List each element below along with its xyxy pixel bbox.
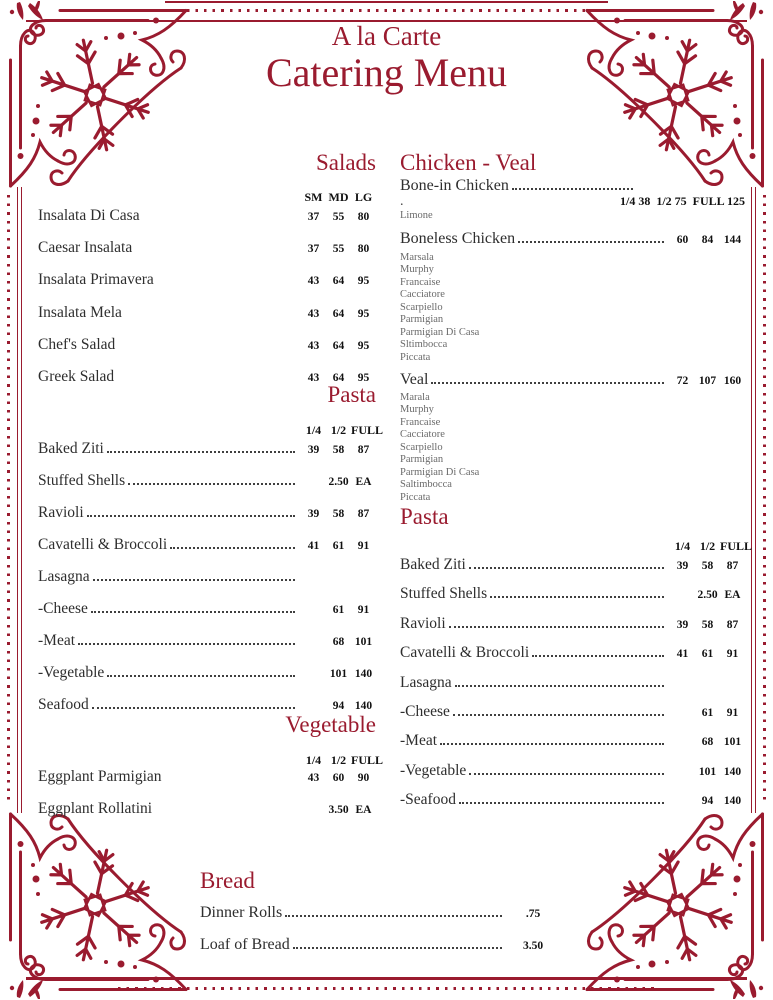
price: 95 [357,339,370,352]
price: 87 [357,444,370,456]
variant-label: Francaise [400,416,441,428]
menu-row [400,644,745,662]
item-name: Lasagna [400,673,452,691]
variant-label: Piccata [400,491,431,503]
variant-label: Scarpiello [400,301,443,313]
border-left-double-line [17,187,22,813]
item-name: Bone-in Chicken [400,177,509,194]
price: 60 [332,772,345,784]
price: 107 [698,375,717,387]
price: 91 [357,604,370,616]
variant-label: Limone [400,210,433,221]
item-name: Stuffed Shells [400,585,488,603]
price: 87 [357,508,370,520]
price: 95 [357,371,370,384]
variant-label: Cacciatore [400,289,445,301]
variant-label: Saltimbocca [400,479,452,491]
price: 72 [676,375,689,387]
section-title-bread: Bread [200,868,255,893]
menu-row [200,904,558,922]
price: EA [355,804,372,816]
price: 87 [726,618,739,631]
section-title-salads: Salads [315,150,376,175]
item-name: Boneless Chicken [400,230,516,247]
price: 39 [307,508,320,520]
item-name: Stuffed Shells [38,472,126,489]
item-name: Ravioli [38,504,84,521]
border-left-dotted-line [7,195,10,805]
size-header: 1/4 [674,539,691,553]
size-header: LG [354,190,373,204]
item-name: Dinner Rolls [200,904,283,921]
price: 95 [357,307,370,320]
section-title-pasta-right: Pasta [400,504,449,529]
size-header: SM [304,190,323,204]
vegetable-size-header [38,753,384,768]
size-header: 1/4 [305,423,322,437]
menu-row [38,207,376,225]
price: EA [724,589,741,602]
bone-in-chicken-row [400,177,745,195]
price: 90 [357,772,370,784]
item-name: -Meat [400,732,438,750]
bone-in-price-row [400,194,745,210]
dot-leader [449,626,664,628]
boneless-chicken-row [400,230,745,248]
pasta-right-size-header [400,539,753,554]
variant-label: Parmigian Di Casa [400,326,480,338]
price: 60 [676,234,689,246]
menu-row [38,271,376,289]
price: 61 [332,604,345,616]
item-name: Loaf of Bread [200,936,290,953]
menu-row [38,568,376,586]
menu-title: Catering Menu [265,50,508,95]
variant-label: Marala [400,392,430,403]
salads-list [38,207,376,400]
price: 61 [332,540,345,552]
border-right-double-line [751,187,756,813]
size-header: 1/4 [305,753,322,767]
dot-leader [453,714,664,716]
menu-row [400,615,745,633]
variant-label: Murphy [400,264,434,276]
snowflake-corner-icon [583,810,773,1000]
price: 3.50 [328,804,349,816]
border-top-thin-line [165,1,608,3]
variant-label: Cacciatore [400,429,445,441]
price: 58 [332,444,345,456]
price: 39 [676,560,689,572]
menu-row [38,536,376,554]
item-name: Lasagna [38,568,90,585]
price: 91 [726,648,739,661]
variant-label: Parmigian [400,314,444,326]
dot-leader [107,451,295,453]
item-name: Chef's Salad [38,335,116,353]
item-name: Cavatelli & Broccoli [400,644,530,662]
item-name: Ravioli [400,614,446,632]
price: 58 [701,618,714,631]
price: 140 [354,700,373,712]
item-name: Seafood [38,696,89,713]
price: 160 [723,375,742,387]
menu-row [38,800,376,818]
price: 94 [701,795,714,808]
variant-label: Piccata [400,351,431,363]
price: 58 [332,508,345,520]
item-name: Eggplant Parmigian [38,768,162,785]
dot-leader [469,567,664,569]
price: 87 [726,560,739,572]
size-header: FULL [351,423,384,437]
dot-leader [455,685,664,687]
bread-list [200,904,558,968]
menu-row [400,703,745,721]
menu-row [200,936,558,954]
item-name: -Vegetable [400,761,467,779]
dot-leader [431,382,664,384]
menu-row [400,791,745,809]
price: 95 [357,275,370,288]
price: 80 [357,211,370,223]
price: 64 [332,275,345,288]
price: 43 [307,275,320,288]
variant-label: Murphy [400,404,434,416]
price: 140 [723,795,742,808]
price: 101 [329,668,348,680]
price: 140 [723,765,742,778]
price: 43 [307,772,320,784]
price: 2.50 [328,476,349,488]
dot-leader [518,241,664,243]
price: 144 [723,234,742,246]
menu-subtitle: A la Carte [331,21,442,51]
price-line: 1/4 38 1/2 75 FULL 125 [619,194,745,208]
menu-row [400,585,745,603]
menu-row [38,504,376,522]
veal-row [400,371,745,389]
price: 39 [307,444,320,456]
size-header: FULL [720,539,753,553]
item-name: Cavatelli & Broccoli [38,536,168,553]
price: 64 [332,339,345,352]
price: 64 [332,371,345,384]
dot-leader [469,773,664,775]
item-name: Caesar Insalata [38,239,133,257]
item-name: Insalata Mela [38,303,122,321]
dot-leader [285,915,502,917]
menu-row [38,472,376,490]
dot-leader [490,596,664,598]
price: 2.50 [697,589,718,602]
snowflake-corner-icon [0,810,190,1000]
menu-row [38,239,376,257]
price: 94 [332,700,345,712]
price: 64 [332,307,345,320]
size-header: FULL [351,753,384,767]
item-name: -Cheese [38,600,88,617]
price: 61 [701,648,714,661]
price: EA [355,476,372,488]
price: 101 [723,736,742,749]
pasta-right-list [400,556,745,821]
price: 68 [332,636,345,648]
veal-sub-items [400,392,745,504]
dot-leader [293,947,502,949]
salads-size-header [38,190,376,205]
size-header: MD [328,190,349,204]
item-name: Greek Salad [38,367,115,385]
dot-leader [91,611,295,613]
price: 91 [726,706,739,719]
price: 58 [701,560,714,572]
price: 43 [307,339,320,352]
price: 91 [357,540,370,552]
boneless-sub-items [400,252,745,364]
section-title-vegetable: Vegetable [285,712,376,737]
dot-leader [107,675,295,677]
dot-leader [78,643,295,645]
menu-row [38,336,376,354]
price: 37 [307,211,320,223]
item-name: Insalata Di Casa [38,207,140,224]
menu-row [38,632,376,650]
price: 101 [354,636,373,648]
size-header: 1/2 [699,539,716,553]
price: 55 [332,243,345,256]
price: 37 [307,243,320,256]
price: 41 [307,540,320,552]
item-name: Baked Ziti [38,440,104,457]
vegetable-list [38,768,376,832]
price: 80 [357,243,370,256]
dot-leader [92,707,295,709]
dot-leader [87,515,295,517]
item-name: Insalata Primavera [38,271,154,289]
variant-label: Marsala [400,252,434,263]
dot-leader [512,188,633,190]
section-title-chicken-veal: Chicken - Veal [400,150,537,175]
menu-row [38,664,376,682]
item-name: Baked Ziti [400,556,466,573]
variant-label: Sltimbocca [400,339,448,351]
item-name: -Vegetable [38,664,105,681]
pasta-left-list [38,440,376,728]
dot-leader [128,483,295,485]
menu-row [400,556,745,574]
dot-leader [93,579,295,581]
price: 43 [307,371,320,384]
price: 55 [332,211,345,223]
price: 39 [676,618,689,631]
dot-leader [170,547,295,549]
item-name: Eggplant Rollatini [38,800,153,817]
menu-row [400,732,745,750]
section-title-pasta-left: Pasta [327,382,376,407]
menu-row [400,762,745,780]
price: 41 [676,648,689,661]
dot-leader [440,743,664,745]
item-name: -Cheese [400,702,450,720]
price: 101 [698,765,717,778]
menu-row [38,600,376,618]
price: 3.50 [522,940,544,952]
bone-in-sub-items [400,210,745,222]
price: 84 [701,234,714,246]
price: 68 [701,736,714,749]
border-bottom-dotted-line [118,987,655,990]
price: 61 [701,706,714,719]
variant-label: Parmigian Di Casa [400,466,480,478]
price: 43 [307,307,320,320]
size-header: 1/2 [330,753,347,767]
variant-label: Parmigian [400,454,444,466]
menu-row [38,768,376,786]
variant-label: Scarpiello [400,441,443,453]
dot-leader [459,802,664,804]
menu-row [400,674,745,692]
stray-dot: . [400,194,404,209]
item-name: -Meat [38,632,76,649]
menu-row [38,304,376,322]
item-name: Veal [400,371,429,388]
price: .75 [525,908,541,920]
pasta-left-size-header [38,423,384,438]
price: 140 [354,668,373,680]
variant-label: Francaise [400,276,441,288]
dot-leader [532,655,664,657]
border-top-dotted-line [118,9,655,12]
item-name: -Seafood [400,791,456,809]
menu-row [38,440,376,458]
border-right-dotted-line [763,195,766,805]
size-header: 1/2 [330,423,347,437]
